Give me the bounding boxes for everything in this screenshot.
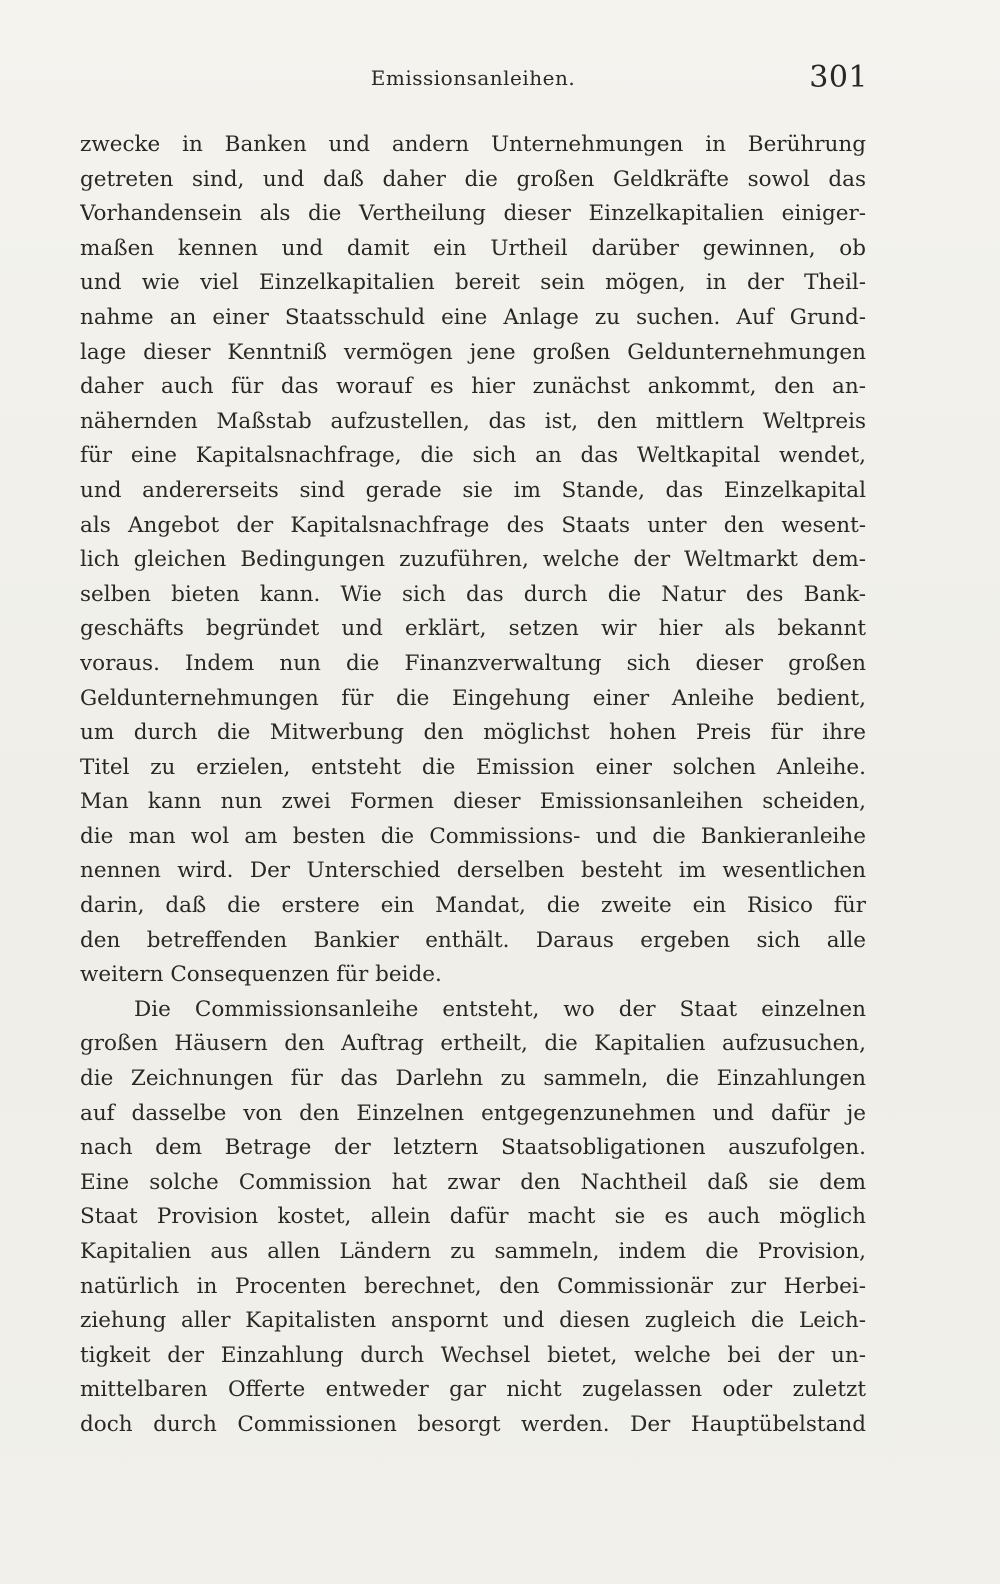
text-line: Titel zu erzielen, entsteht die Emission einer solchen Anleihe. xyxy=(80,754,866,780)
text-line: lich gleichen Bedingungen zuzuführen, welche der Weltmarkt dem- xyxy=(80,547,866,573)
text-line: daher auch für das worauf es hier zunächst ankommt, den an- xyxy=(80,374,866,400)
text-line: die Zeichnungen für das Darlehn zu sammeln, die Einzahlungen xyxy=(80,1066,866,1092)
text-line: für eine Kapitalsnachfrage, die sich an das Weltkapital wendet, xyxy=(80,443,866,469)
text-line: selben bieten kann. Wie sich das durch die Natur des Bank- xyxy=(80,581,866,607)
text-line: natürlich in Procenten berechnet, den Commissionär zur Herbei- xyxy=(80,1273,866,1299)
text-line: tigkeit der Einzahlung durch Wechsel bietet, welche bei der un- xyxy=(80,1342,866,1368)
text-line: um durch die Mitwerbung den möglichst hohen Preis für ihre xyxy=(80,720,866,746)
text-line: nahme an einer Staatsschuld eine Anlage zu suchen. Auf Grund- xyxy=(80,304,866,330)
text-line: und andererseits sind gerade sie im Stande, das Einzelkapital xyxy=(80,477,866,503)
text-line: lage dieser Kenntniß vermögen jene großen Geldunternehmungen xyxy=(80,339,866,365)
page-header xyxy=(78,60,868,104)
text-line: zwecke in Banken und andern Unternehmungen in Berührung xyxy=(80,132,866,157)
text-line: mittelbaren Offerte entweder gar nicht zugelassen oder zuletzt xyxy=(80,1377,866,1403)
text-line: darin, daß die erstere ein Mandat, die zweite ein Risico für xyxy=(80,893,866,919)
text-line: und wie viel Einzelkapitalien bereit sein mögen, in der Theil- xyxy=(80,270,866,296)
body-text xyxy=(80,128,866,1443)
text-line: die man wol am besten die Commissions- und die Bankieranleihe xyxy=(80,823,866,849)
text-line: Kapitalien aus allen Ländern zu sammeln, indem die Provision, xyxy=(80,1239,866,1264)
text-line: weitern Consequenzen für beide. xyxy=(80,962,442,988)
text-line: Geldunternehmungen für die Eingehung einer Anleihe bedient, xyxy=(80,685,866,711)
running-head: Emissionsanleihen. xyxy=(370,66,576,90)
text-line: getreten sind, und daß daher die großen Geldkräfte sowol das xyxy=(80,166,866,192)
text-line: den betreffenden Bankier enthält. Daraus ergeben sich alle xyxy=(80,927,866,953)
text-line: Vorhandensein als die Vertheilung dieser Einzelkapitalien einiger- xyxy=(80,201,866,227)
text-line: nähernden Maßstab aufzustellen, das ist, den mittlern Weltpreis xyxy=(80,408,866,434)
text-line: maßen kennen und damit ein Urtheil darüber gewinnen, ob xyxy=(80,235,866,261)
page-number: 301 xyxy=(809,60,868,95)
text-line: Eine solche Commission hat zwar den Nachtheil daß sie dem xyxy=(80,1169,866,1195)
text-line: großen Häusern den Auftrag ertheilt, die Kapitalien aufzusuchen, xyxy=(80,1031,866,1057)
text-line: Man kann nun zwei Formen dieser Emissionsanleihen scheiden, xyxy=(80,789,866,815)
text-line: doch durch Commissionen besorgt werden. Der Hauptübelstand xyxy=(80,1411,866,1437)
text-line: als Angebot der Kapitalsnachfrage des Staats unter den wesent- xyxy=(80,512,866,538)
text-line: voraus. Indem nun die Finanzverwaltung sich dieser großen xyxy=(80,650,866,676)
text-line: Staat Provision kostet, allein dafür macht sie es auch möglich xyxy=(80,1204,866,1230)
text-line: ziehung aller Kapitalisten anspornt und diesen zugleich die Leich- xyxy=(80,1308,866,1334)
text-line: nennen wird. Der Unterschied derselben besteht im wesentlichen xyxy=(80,858,866,884)
text-line: nach dem Betrage der letztern Staatsobligationen auszufolgen. xyxy=(80,1135,866,1161)
text-line: geschäfts begründet und erklärt, setzen wir hier als bekannt xyxy=(80,616,866,642)
paragraph-start-line: Die Commissionsanleihe entsteht, wo der Staat einzelnen xyxy=(134,996,866,1022)
text-line: auf dasselbe von den Einzelnen entgegenzunehmen und dafür je xyxy=(80,1100,866,1126)
